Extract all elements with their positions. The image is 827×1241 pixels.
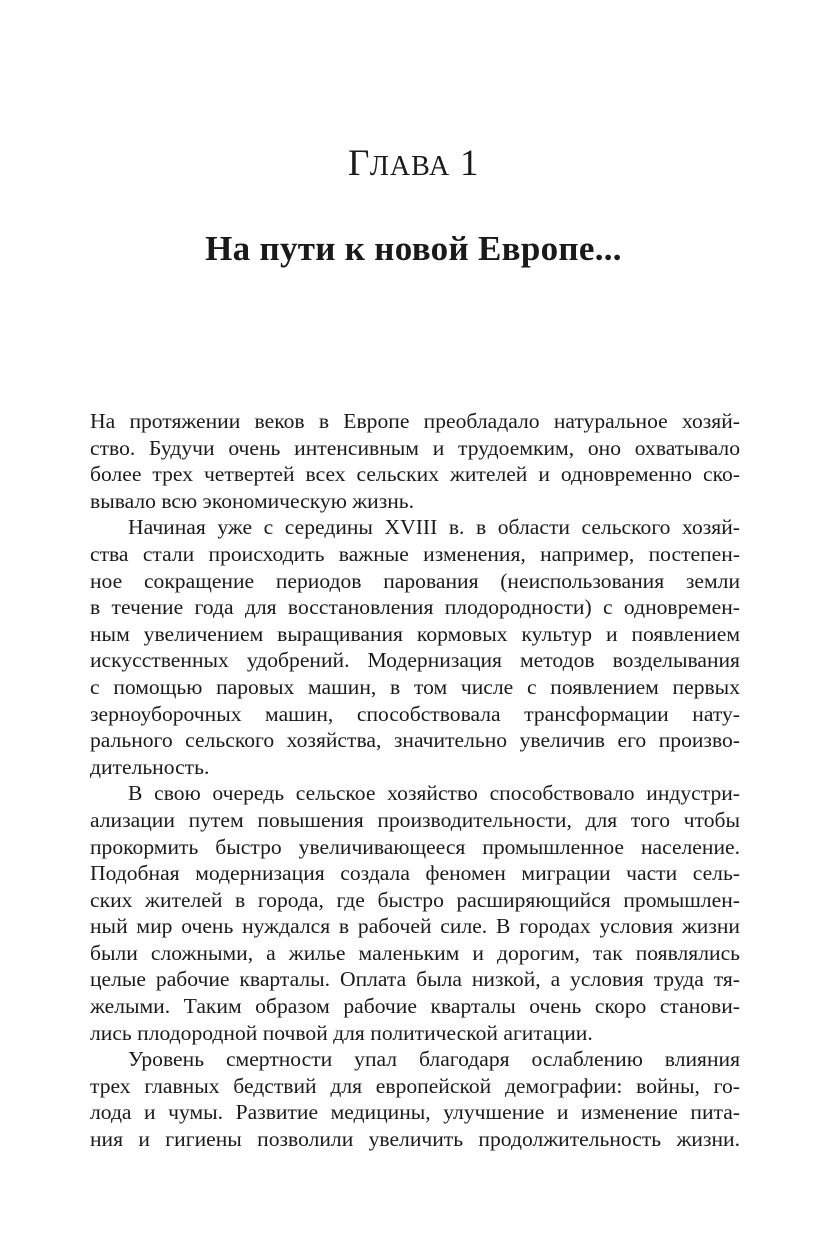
text-line: зерноуборочных машин, способствовала трансформации нату- [90, 701, 740, 726]
chapter-label-initial: Г [348, 143, 370, 184]
text-line: лода и чумы. Развитие медицины, улучшение и изменение пита- [90, 1100, 740, 1125]
text-line: прокормить быстро увеличивающееся промышленное население. [90, 834, 740, 859]
text-line: Подобная модернизация создала феномен миграции части сель- [90, 861, 740, 886]
body-text [90, 408, 740, 1153]
paragraph-1 [90, 408, 740, 514]
text-line: желыми. Таким образом рабочие кварталы очень скоро станови- [90, 994, 740, 1019]
text-line: Уровень смертности упал благодаря ослаблению влияния [128, 1047, 740, 1072]
chapter-label-word: ЛАВА [369, 151, 451, 182]
text-line: вывало всю экономическую жизнь. [90, 488, 415, 513]
text-line: ства стали происходить важные изменения, например, постепен- [90, 541, 740, 566]
text-line: Начиная уже с середины XVIII в. в области сельского хозяй- [128, 515, 740, 540]
text-line: рального сельского хозяйства, значительно увеличив его произво- [90, 728, 740, 753]
paragraph-2 [90, 514, 740, 780]
text-line: ализации путем повышения производительности, для того чтобы [90, 807, 740, 832]
text-line: ских жителей в города, где быстро расширяющийся промышлен- [90, 887, 740, 912]
paragraph-4 [90, 1046, 740, 1152]
text-line: ство. Будучи очень интенсивным и трудоемким, оно охватывало [90, 435, 740, 460]
text-line: трех главных бедствий для европейской демографии: войны, го- [90, 1073, 740, 1098]
chapter-number: 1 [459, 143, 479, 184]
chapter-title: На пути к новой Европе... [205, 229, 622, 268]
text-line: с помощью паровых машин, в том числе с появлением первых [90, 674, 740, 699]
text-line: в течение года для восстановления плодородности) с одновремен- [90, 595, 740, 620]
text-line: лись плодородной почвой для политической агитации. [90, 1020, 593, 1045]
text-line: ное сокращение периодов парования (неиспользования земли [90, 568, 740, 593]
text-line: ным увеличением выращивания кормовых культур и появлением [90, 621, 740, 646]
text-line: В свою очередь сельское хозяйство способствовало индустри- [128, 781, 740, 806]
text-line: ный мир очень нуждался в рабочей силе. В городах условия жизни [90, 914, 740, 939]
paragraph-3 [90, 780, 740, 1046]
text-line: искусственных удобрений. Модернизация методов возделывания [90, 648, 740, 673]
text-line: были сложными, а жилье маленьким и дорогим, так появлялись [90, 940, 740, 965]
text-line: целые рабочие кварталы. Оплата была низкой, а условия труда тя- [90, 967, 740, 992]
text-line: ния и гигиены позволили увеличить продолжительность жизни. [90, 1127, 740, 1152]
text-line: дительность. [90, 754, 210, 779]
text-line: На протяжении веков в Европе преобладало натуральное хозяй- [90, 409, 740, 433]
chapter-label [0, 140, 827, 191]
text-line: более трех четвертей всех сельских жителей и одновременно ско- [90, 462, 740, 487]
